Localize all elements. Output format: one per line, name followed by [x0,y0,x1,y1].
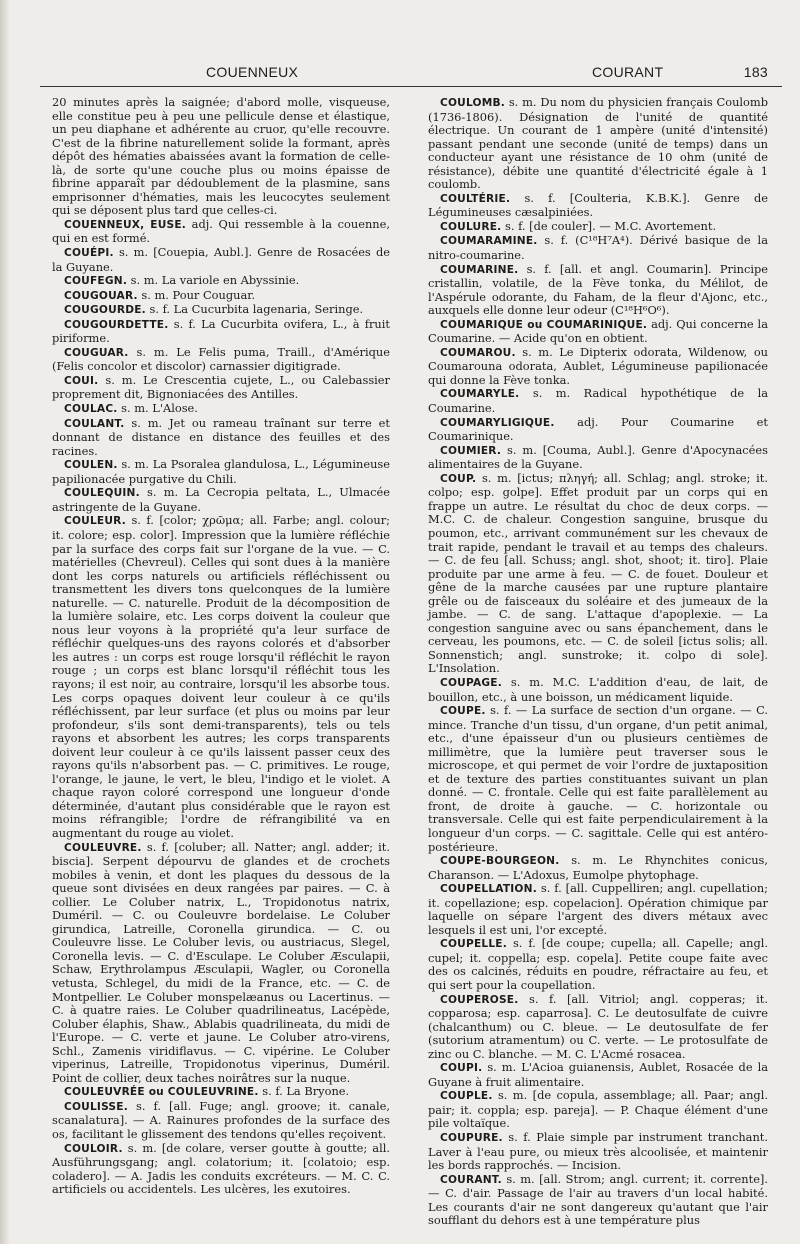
entry-text: s. m. Jet ou rameau traînant sur terre et donnant de distance en distance des feuilles et des racines. [52,415,390,458]
header-right-word: COURANT [592,64,664,80]
entry-headword: COUMARYLE. [440,388,520,401]
entry-text: s. m. L'Acioa guianensis, Aublet, Rosacée de la Guyane à fruit alimentaire. [428,1060,769,1089]
dictionary-entry [52,289,390,304]
entry-headword: COUPLE. [440,1090,493,1103]
dictionary-entry [52,417,390,459]
dictionary-entry [52,841,390,1086]
page-number: 183 [743,64,768,80]
dictionary-entry [428,96,768,192]
dictionary-entry [52,402,390,417]
dictionary-entry [52,346,390,374]
entry-headword: COUMIER. [440,444,502,457]
dictionary-entry [52,374,390,402]
entry-text: s. f. (C¹⁸H⁷A⁴). Dérivé basique de la nitro-coumarine. [428,233,768,263]
dictionary-entry [428,937,768,992]
dictionary-entry [428,416,768,444]
entry-text: s. m. Radical hypothétique de la Coumarine. [428,386,768,416]
dictionary-entry [428,192,768,220]
entry-text: s. f. La Bryone. [262,1084,350,1099]
page-binding-shadow [0,0,10,1244]
dictionary-entry [428,1061,768,1089]
entry-text: s. f. [de coupe; cupella; all. Capelle; angl. cupel; it. coppella; esp. copela]. Petite coupe faite avec des os calcinés, réduits en poudre, réfractaire au feu, et qui sert pour la coupellation. [428,936,769,992]
entry-headword: COULEUVRÉE ou COULEUVRINE. [64,1086,259,1099]
entry-headword: COUGOURDETTE. [64,318,169,331]
entry-text: s. m. [all. Strom; angl. current; it. corrente]. — C. d'air. Passage de l'air au travers d'un local habité. Les courants d'air ne sont dangereux qu'autant que l'air soufflant du dehors est à une température plus [428,1171,769,1228]
entry-headword: COUGOUAR. [64,289,138,302]
entry-headword: COUMARAMINE. [440,235,538,248]
entry-text: s. m. Le Crescentia cujete, L., ou Calebassier proprement dit, Bignoniacées des Antilles. [52,372,390,402]
entry-text: s. m. L'Alose. [121,401,198,416]
entry-headword: COUPI. [440,1062,483,1075]
header-rule [40,86,782,87]
dictionary-entry [428,346,768,388]
entry-text: s. m. [Couepia, Aubl.]. Genre de Rosacées de la Guyane. [52,245,391,274]
entry-headword: COULANT. [64,417,125,430]
entry-text: adj. Qui concerne la Coumarine. — Acide qu'on en obtient. [428,316,768,346]
entry-headword: COUMAROU. [440,346,516,359]
dictionary-entry [52,318,390,346]
entry-headword: COULEUR. [64,515,126,528]
dictionary-entry [52,1142,390,1197]
entry-headword: COULEQUIN. [64,487,140,500]
entry-headword: COUPE. [440,705,486,718]
left-column [52,96,390,1197]
entry-text: s. m. M.C. L'addition d'eau, de lait, de bouillon, etc., à une boisson, un médicament liquide. [428,674,768,704]
entry-text: s. m. La Cecropia peltata, L., Ulmacée astringente de la Guyane. [52,485,391,514]
right-column [428,96,768,1228]
dictionary-entry [52,303,390,318]
entry-headword: COUGUAR. [64,346,129,359]
entry-headword: COUGOURDE. [64,304,146,317]
entry-text: s. f. [all. Fuge; angl. groove; it. canale, scanalatura]. — A. Rainures profondes de la surface des os, facilitant le glissement des tendons qu'elles reçoivent. [52,1098,390,1142]
dictionary-entry [52,1085,390,1100]
entry-headword: COULURE. [440,220,502,233]
entry-headword: COUPELLE. [440,938,507,951]
dictionary-entry [428,318,768,346]
entry-text: s. f. [color; χρῶμα; all. Farbe; angl. colour; it. colore; esp. color]. Impression que la lumière réfléchie par la surface des corps fait sur l'organe de la vue. — C. matérielles (Chevreul). Celles qui sont dues à la manière dont les corps naturels ou artificiels réfléchissent ou transmettent les divers tons quelconques de la lumière naturelle. — C. naturelle. Produit de la décomposition de la lumière solaire, etc. Les corps doivent la couleur que nous leur voyons à la propriété qu'a leur surface de réfléchir quelques-uns des rayons colorés et d'absorber les autres : un corps est rouge lorsqu'il réfléchit le rayon rouge ; un corps est blanc lorsqu'il réfléchit tous les rayons; il est noir, au contraire, lorsqu'il les absorbe tous. Les corps opaques doivent leur couleur à ce qu'ils réfléchissent, par leur surface (et plus ou moins par leur profondeur, s'ils sont demi-transparents), tels ou tels rayons et absorbent les autres; les corps transparents doivent leur couleur à ce qu'ils laissent passer ceux des rayons qu'ils n'absorbent pas. — C. primitives. Le rouge, l'orange, le jaune, le vert, le bleu, l'indigo et le violet. A chaque rayon coloré correspond une longueur d'onde déterminée, d'autant plus considérable que le rayon est moins réfrangible; l'ordre de réfrangibilité va en augmentant du rouge au violet. [52,513,391,840]
entry-headword: COULEUVRE. [64,841,142,854]
dictionary-entry [428,263,768,318]
entry-text: s. m. La variole en Abyssinie. [130,273,300,288]
entry-headword: COUPEROSE. [440,993,519,1006]
dictionary-entry [428,234,768,262]
entry-headword: COUÉPI. [64,247,114,260]
dictionary-entry [428,993,768,1062]
dictionary-entry [428,220,768,235]
entry-headword: COUP. [440,472,477,485]
dictionary-entry [52,218,390,246]
entry-headword: COULEN. [64,459,118,472]
dictionary-entry [52,246,390,274]
entry-text: s. f. Plaie simple par instrument tranchant. Laver à l'eau pure, ou mieux très alcoolisée, et maintenir les bords rapprochés. — Incision. [428,1130,768,1173]
entry-headword: COULOMB. [440,97,506,109]
entry-text: s. f. [coluber; all. Natter; angl. adder; it. biscia]. Serpent dépourvu de glandes et de crochets mobiles à venin, et dont les plaques du dessous de la queue sont divisées en deux rangées par paires. — C. à collier. Le Coluber natrix, L., Tropidonotus natrix, Duméril. — C. ou Couleuvre bordelaise. Le Coluber girundica, Latreille, Coronella girundica. — C. ou Couleuvre lisse. Le Coluber levis, ou austriacus, Slegel, Coronella levis. — C. d'Esculape. Le Coluber Æsculapii, Schaw, Erythrolampus Æsculapii, Wagler, ou Coronella vetusta, Schlegel, du midi de la France, etc. — C. de Montpellier. Le Coluber monspelæanus ou Lacertinus. — C. à quatre raies. Le Coluber quadrilineatus, Lacépède, Coluber élaphis, Shaw., Ablabis quadrilineata, du midi de l'Europe. — C. verte et jaune. Le Coluber atro-virens, Schl., Zamenis viridiflavus. — C. vipérine. Le Coluber viperinus, Latreille, Tropidonotus viperinus, Duméril. Point de collier, deux taches noirâtres sur la nuque. [52,839,390,1085]
entry-text: s. m. Pour Couguar. [141,287,256,302]
entry-text: adj. Pour Coumarine et Coumarinique. [428,414,768,444]
dictionary-entry [428,676,768,704]
entry-text: s. m. Le Rhynchites conicus, Charanson. — L'Adoxus, Eumolpe phytophage. [428,853,768,882]
entry-text: s. m. [de colare, verser goutte à goutte; all. Ausführungsgang; angl. colatorium; it. [colatoio; esp. coladero]. — A. Jadis les conduits excréteurs. — M. C. C. artificiels ou accidentels. Les ulcères, les exutoires. [52,1140,390,1197]
entry-headword: COUPURE. [440,1132,503,1145]
entry-text: 20 minutes après la saignée; d'abord molle, visqueuse, elle constitue peu à peu une pellicule dense et élastique, un peu diaphane et adhérente au cruor, qu'elle recouvre. C'est de la fibrine naturellement solide la formant, après dépôt des hématies abaissées avant la formation de celle-là, de sorte qu'une couche plus ou moins épaisse de fibrine apparaît par dédoublement de la plasmine, sans emprisonner d'hématies, mais les leucocytes seulement qui se déposent plus tard que celles-ci. [52,95,390,218]
entry-headword: COULTÉRIE. [440,192,511,205]
entry-text: s. f. La Cucurbita ovifera, L., à fruit piriforme. [52,316,390,346]
dictionary-entry [428,1131,768,1173]
dictionary-entry [52,274,390,289]
entry-headword: COUPELLATION. [440,883,537,896]
entry-headword: COULISSE. [64,1100,128,1113]
entry-text: s. f. [Coulteria, K.B.K.]. Genre de Légumineuses cæsalpiniées. [428,190,768,220]
entry-headword: COULOIR. [64,1142,123,1155]
dictionary-entry [52,458,390,486]
entry-text: s. f. [all. Cuppelliren; angl. cupellation; it. copellazione; esp. copelacion]. Opération chimique par laquelle on sépare l'argent des divers métaux avec lesquels il est uni, l'or excepté. [428,881,768,937]
entry-text: s. m. Le Felis puma, Traill., d'Amérique (Felis concolor et discolor) carnassier digitigrade. [52,344,391,374]
entry-text: s. m. Le Dipterix odorata, Wildenow, ou Coumarouna odorata, Aublet, Légumineuse papilionacée qui donne la Fève tonka. [428,344,769,387]
dictionary-entry [428,882,768,937]
entry-headword: COUMARYLIGIQUE. [440,416,555,429]
dictionary-entry [428,1089,768,1131]
entry-text: s. f. [de couler]. — M.C. Avortement. [505,218,717,233]
dictionary-entry [52,1100,390,1142]
entry-headword: COUMARINE. [440,263,519,276]
entry-text: s. m. Du nom du physicien français Coulomb (1736-1806). Désignation de l'unité de quantité électrique. Un courant de 1 ampère (unité d'intensité) passant pendant une seconde (unité de temps) dans un conducteur ayant une résistance de 10 ohm (unité de résistance), débite une quantité d'électricité égale à 1 coulomb. [428,95,768,192]
entry-headword: COUPE-BOURGEON. [440,855,560,868]
entry-headword: COURANT. [440,1173,502,1186]
entry-headword: COUMARIQUE ou COUMARINIQUE. [440,318,648,331]
entry-headword: COUENNEUX, EUSE. [64,218,187,231]
dictionary-entry [428,444,768,472]
entry-text: s. f. La Cucurbita lagenaria, Seringe. [149,302,364,317]
entry-text: s. m. [ictus; πληγή; all. Schlag; angl. stroke; it. colpo; esp. golpe]. Effet produit par un corps qui en frappe un autre. Le résultat du choc de deux corps. — M.C. C. de chaleur. Congestion sanguine, brusque du poumon, etc., arrivant communément sur les chevaux de trait rapide, pendant le travail et au temps des chaleurs. — C. de feu [all. Schuss; angl. shot, shoot; it. tiro]. Plaie produite par une arme à feu. — C. de fouet. Douleur et gêne de la marche causées par une rupture plantaire grêle ou de faisceaux du soléaire et des jumeaux de la jambe. — C. de sang. L'attaque d'apoplexie. — La congestion sanguine avec ou sans épanchement, dans le cerveau, les poumons, etc. — C. de soleil [ictus solis; all. Sonnenstich; angl. sunstroke; it. colpo di sole]. L'Insolation. [428,470,768,676]
entry-text: s. m. [Couma, Aubl.]. Genre d'Apocynacées alimentaires de la Guyane. [428,442,768,472]
dictionary-entry [428,1173,768,1228]
entry-headword: COUFEGN. [64,275,128,288]
dictionary-entry [52,514,390,840]
dictionary-entry [428,704,768,854]
dictionary-entry [428,387,768,415]
running-header [36,62,778,84]
entry-headword: COUI. [64,374,99,387]
entry-text: s. f. [all. et angl. Coumarin]. Principe cristallin, volatile, de la Fève tonka, du Mélilot, de l'Aspérule odorante, du Faham, de la fleur d'Ajonc, etc., auxquels elle donne leur odeur (C¹⁸H⁶O⁶). [428,261,768,318]
dictionary-entry [52,96,390,218]
entry-text: s. f. — La surface de section d'un organe. — C. mince. Tranche d'un tissu, d'un organe, d'un petit animal, etc., d'une épaisseur d'un ou plusieurs centièmes de millimètre, que la lumière peut traverser sous le microscope, et qui permet de voir l'ordre de juxtaposition et de texture des parties constituantes suivant un plan donné. — C. frontale. Celle qui est faite parallèlement au front, de droite à gauche. — C. horizontale ou transversale. Celle qui est faite perpendiculairement à la longueur d'un corps. — C. sagittale. Celle qui est antéro-postérieure. [428,703,769,854]
dictionary-entry [428,854,768,882]
entry-text: s. f. [all. Vitriol; angl. copperas; it. copparosa; esp. caparrosa]. C. Le deutosulfate de cuivre (chalcanthum) ou C. bleue. — Le deutosulfate de fer (sutorium atramentum) ou C. verte. — Le protosulfate de zinc ou C. blanche. — M. C. L'Acmé rosacea. [428,991,768,1061]
dictionary-entry [428,472,768,676]
entry-text: adj. Qui ressemble à la couenne, qui en est formé. [52,216,391,246]
header-left-word: COUENNEUX [206,64,299,80]
entry-text: s. m. [de copula, assemblage; all. Paar; angl. pair; it. coppla; esp. pareja]. — P. Chaque élément d'une pile voltaïque. [428,1088,768,1131]
entry-headword: COULAC. [64,403,118,416]
entry-headword: COUPAGE. [440,676,502,689]
entry-text: s. m. La Psoralea glandulosa, L., Légumineuse papilionacée purgative du Chili. [52,457,390,486]
dictionary-entry [52,486,390,514]
